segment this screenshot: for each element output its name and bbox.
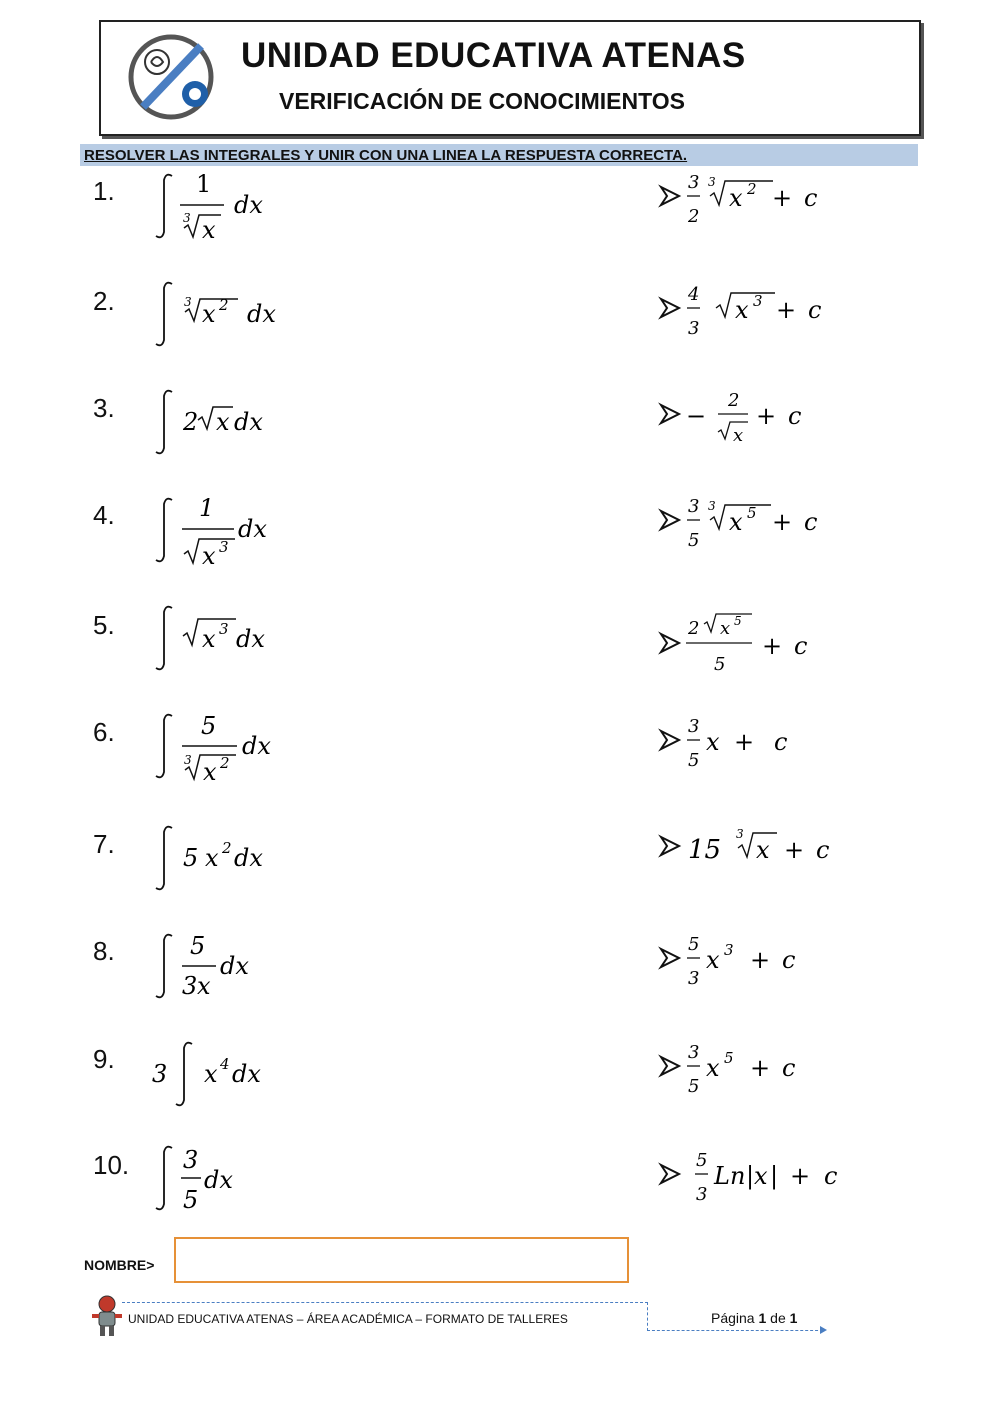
svg-text:x: x: [203, 758, 217, 786]
svg-text:3: 3: [688, 318, 700, 339]
svg-text:+: +: [772, 508, 793, 536]
svg-text:c: c: [774, 728, 788, 756]
svg-text:+: +: [784, 836, 805, 864]
footer-text: UNIDAD EDUCATIVA ATENAS – ÁREA ACADÉMICA – FORMATO DE TALLERES: [128, 1312, 568, 1326]
svg-text:c: c: [808, 296, 822, 324]
integral-expression: [150, 708, 630, 798]
answer-option[interactable]: [658, 1038, 988, 1128]
integral-expression: [150, 1036, 630, 1126]
svg-text:3: 3: [184, 295, 192, 309]
integral-expression: [150, 492, 630, 582]
answer-option[interactable]: [658, 1146, 988, 1236]
svg-text:c: c: [782, 946, 796, 974]
integral-expression: [150, 928, 630, 1018]
header-box: [99, 20, 921, 136]
svg-text:|: |: [746, 1162, 755, 1190]
svg-text:15: 15: [688, 835, 722, 865]
footer-divider: [647, 1330, 823, 1331]
svg-text:x: x: [754, 1162, 768, 1190]
footer-divider: [647, 1302, 648, 1331]
svg-text:x: x: [756, 836, 770, 864]
svg-text:3: 3: [736, 827, 744, 841]
svg-text:3: 3: [688, 172, 700, 193]
svg-text:dx: dx: [247, 300, 276, 328]
svg-text:3: 3: [219, 620, 229, 638]
svg-text:2: 2: [688, 206, 700, 227]
exercise-number: 5.: [93, 610, 115, 640]
svg-text:5: 5: [183, 844, 199, 872]
svg-text:3: 3: [688, 716, 700, 737]
exercise-number: 7.: [93, 829, 115, 859]
svg-text:x: x: [729, 508, 743, 536]
footer-arrow-icon: [820, 1326, 827, 1334]
svg-text:3: 3: [219, 538, 229, 556]
exercise-number: 1.: [93, 176, 115, 206]
svg-text:x: x: [733, 425, 744, 446]
page-total: 1: [789, 1310, 798, 1326]
svg-text:5: 5: [688, 934, 700, 955]
svg-text:4: 4: [220, 1055, 230, 1073]
svg-text:dx: dx: [234, 408, 263, 436]
svg-text:3: 3: [724, 941, 734, 959]
svg-text:5: 5: [696, 1150, 708, 1171]
svg-text:x: x: [706, 728, 720, 756]
exercise-number: 4.: [93, 500, 115, 530]
svg-text:x: x: [706, 946, 720, 974]
svg-text:5: 5: [724, 1049, 734, 1067]
svg-text:x: x: [202, 216, 216, 244]
svg-text:c: c: [816, 836, 830, 864]
svg-text:dx: dx: [236, 625, 265, 653]
name-input[interactable]: [174, 1237, 629, 1283]
svg-text:dx: dx: [238, 515, 267, 543]
integral-expression: [150, 168, 630, 258]
exercise-number: 8.: [93, 936, 115, 966]
integral-expression: [150, 600, 630, 690]
page-subtitle: VERIFICACIÓN DE CONOCIMIENTOS: [279, 88, 685, 114]
svg-text:dx: dx: [204, 1166, 233, 1194]
svg-text:2: 2: [183, 408, 199, 436]
exercise-number: 3.: [93, 393, 115, 423]
svg-text:3: 3: [708, 499, 716, 513]
svg-text:2: 2: [222, 839, 232, 857]
answer-option[interactable]: [658, 280, 988, 370]
svg-text:5: 5: [714, 654, 726, 675]
integral-expression: [150, 1140, 630, 1230]
svg-text:c: c: [804, 508, 818, 536]
school-logo-icon: [123, 32, 223, 122]
svg-text:1: 1: [199, 494, 215, 522]
exercise-number: 10.: [93, 1150, 130, 1180]
svg-text:3: 3: [688, 968, 700, 989]
school-name: UNIDAD EDUCATIVA ATENAS: [241, 36, 746, 75]
exercise-number: 9.: [93, 1044, 115, 1074]
exercise-number: 2.: [93, 286, 115, 316]
svg-text:3: 3: [152, 1060, 168, 1088]
svg-text:|: |: [770, 1162, 779, 1190]
svg-text:4: 4: [688, 284, 700, 305]
name-label: NOMBRE>: [84, 1257, 155, 1273]
exercise-number: 6.: [93, 717, 115, 747]
svg-text:c: c: [824, 1162, 838, 1190]
svg-text:+: +: [750, 946, 771, 974]
svg-text:c: c: [794, 632, 808, 660]
svg-text:dx: dx: [220, 952, 249, 980]
svg-text:3: 3: [708, 175, 716, 189]
svg-text:x: x: [720, 618, 731, 639]
svg-text:+: +: [772, 184, 793, 212]
svg-text:5: 5: [747, 504, 757, 522]
footer-divider: [122, 1302, 648, 1303]
svg-text:c: c: [804, 184, 818, 212]
answer-option[interactable]: [658, 606, 988, 696]
page-prefix: Página: [711, 1310, 755, 1326]
svg-text:2: 2: [728, 390, 740, 411]
svg-text:3: 3: [753, 292, 763, 310]
svg-text:x: x: [706, 1054, 720, 1082]
svg-text:x: x: [197, 972, 211, 1000]
svg-text:3: 3: [688, 1042, 700, 1063]
integral-expression: [150, 278, 630, 368]
svg-text:+: +: [750, 1054, 771, 1082]
answer-option[interactable]: [658, 492, 988, 582]
svg-text:dx: dx: [232, 1060, 261, 1088]
svg-text:x: x: [205, 844, 219, 872]
svg-text:2: 2: [747, 180, 757, 198]
svg-text:5: 5: [688, 530, 700, 551]
svg-text:3: 3: [184, 753, 192, 767]
svg-text:x: x: [204, 1060, 218, 1088]
svg-text:3: 3: [183, 1146, 199, 1174]
svg-text:3: 3: [696, 1184, 708, 1205]
svg-text:1: 1: [196, 170, 212, 198]
svg-text:dx: dx: [242, 732, 271, 760]
svg-text:dx: dx: [234, 191, 263, 219]
svg-text:x: x: [202, 542, 216, 570]
svg-text:x: x: [202, 300, 216, 328]
svg-text:x: x: [216, 408, 230, 436]
svg-text:c: c: [782, 1054, 796, 1082]
svg-text:Ln: Ln: [714, 1162, 746, 1190]
svg-text:5: 5: [190, 932, 206, 960]
svg-text:−: −: [686, 402, 707, 430]
svg-text:+: +: [790, 1162, 811, 1190]
page-of: de: [770, 1310, 786, 1326]
svg-text:+: +: [734, 728, 755, 756]
svg-text:5: 5: [183, 1186, 199, 1214]
answer-option[interactable]: [658, 818, 988, 908]
svg-text:5: 5: [688, 750, 700, 771]
svg-text:5: 5: [688, 1076, 700, 1097]
footer-mascot-icon: [90, 1294, 124, 1338]
instructions-banner: RESOLVER LAS INTEGRALES Y UNIR CON UNA LINEA LA RESPUESTA CORRECTA.: [80, 144, 918, 166]
svg-text:3: 3: [182, 972, 198, 1000]
svg-text:2: 2: [220, 754, 230, 772]
svg-text:2: 2: [688, 618, 700, 639]
answer-option[interactable]: [658, 712, 988, 802]
integral-expression: [150, 820, 630, 910]
svg-text:+: +: [756, 402, 777, 430]
svg-text:c: c: [788, 402, 802, 430]
svg-text:x: x: [735, 296, 749, 324]
svg-text:+: +: [762, 632, 783, 660]
answer-option[interactable]: [658, 386, 988, 476]
answer-option[interactable]: [658, 168, 988, 258]
svg-text:2: 2: [219, 296, 229, 314]
integral-expression: [150, 386, 630, 476]
answer-option[interactable]: [658, 930, 988, 1020]
svg-text:x: x: [202, 625, 216, 653]
svg-text:5: 5: [734, 614, 742, 628]
svg-text:x: x: [729, 184, 743, 212]
svg-text:3: 3: [183, 211, 191, 225]
svg-text:+: +: [776, 296, 797, 324]
page-indicator: [711, 1310, 797, 1326]
svg-text:dx: dx: [234, 844, 263, 872]
svg-text:5: 5: [201, 712, 217, 740]
svg-text:3: 3: [688, 496, 700, 517]
page-current: 1: [758, 1310, 767, 1326]
